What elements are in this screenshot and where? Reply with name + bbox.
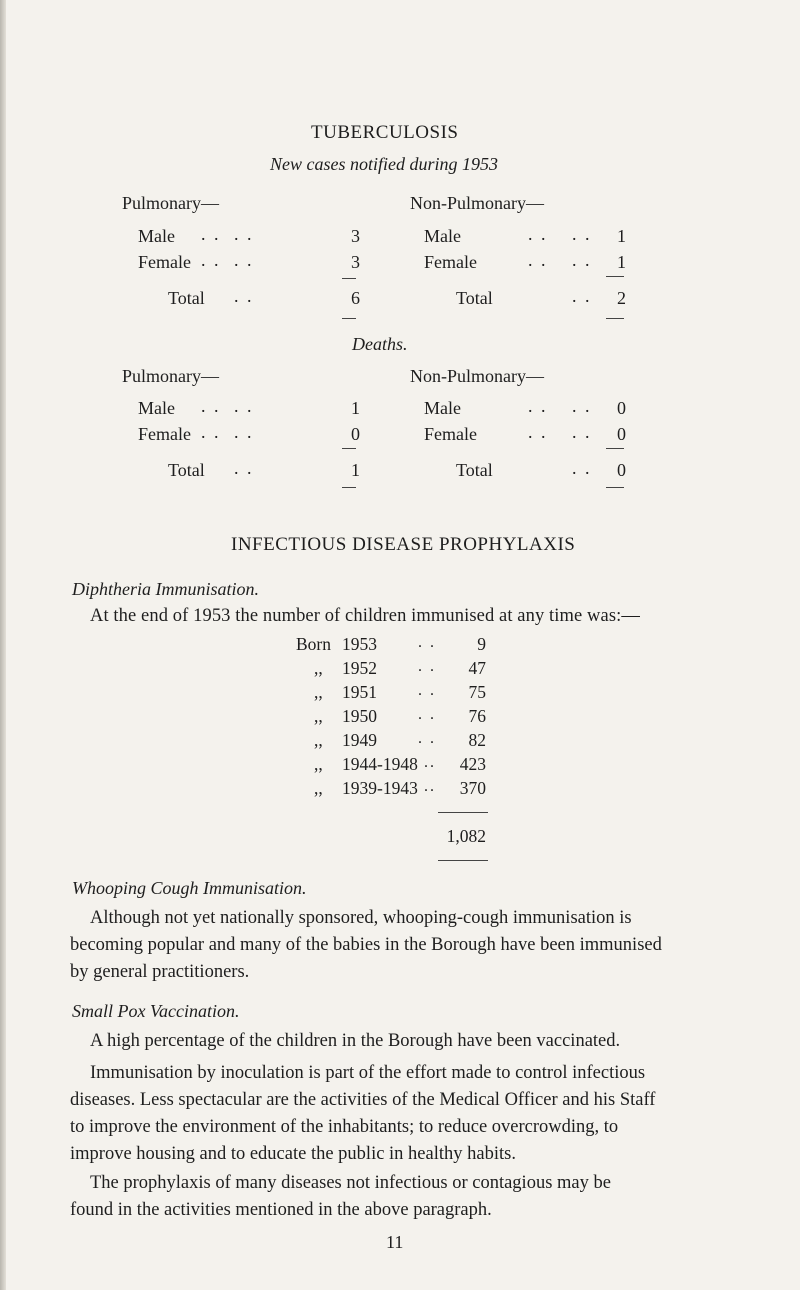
deaths-pulmonary-male-value: 1 [351,398,360,418]
cases-pulmonary-total-value: 6 [351,288,360,308]
smallpox-line: found in the activities mentioned in the above paragraph. [70,1200,492,1220]
rule [342,448,356,449]
leader-dots: . . [234,224,254,244]
rule [342,278,356,279]
diphtheria-row [0,634,800,658]
leader-dots: . . [234,422,254,442]
deaths-pulmonary-total-value: 1 [351,460,360,480]
cases-nonpulmonary-total-label: Total [456,288,493,308]
prophylaxis-title: INFECTIOUS DISEASE PROPHYLAXIS [231,534,576,555]
smallpox-para2 [70,1060,730,1168]
row-year: 1952 [342,658,377,678]
leader-dots: . . [418,658,436,675]
cases-nonpulmonary-total-value: 2 [617,288,626,308]
whooping-line: Although not yet nationally sponsored, whooping-cough immunisation is [90,908,632,928]
cases-pulmonary-female-label: Female [138,252,191,272]
leader-dots: . . [572,286,592,306]
cases-pulmonary-heading: Pulmonary— [122,193,219,213]
cases-nonpulmonary-female-label: Female [424,252,477,272]
leader-dots: . . [572,250,592,270]
row-prefix: ,, [314,778,323,798]
leader-dots: . . [234,250,254,270]
leader-dots: . . [572,458,592,478]
row-prefix: ,, [314,706,323,726]
rule [606,487,624,488]
leader-dots: . . [528,224,548,244]
rule [438,860,488,861]
deaths-pulmonary-female-value: 0 [351,424,360,444]
diphtheria-row [0,682,800,706]
row-count: 370 [459,778,486,798]
row-year: 1944-1948 [342,754,418,774]
row-count: 76 [468,706,486,726]
deaths-nonpulmonary-male-value: 0 [617,398,626,418]
leader-dots: . . [418,706,436,723]
diphtheria-row [0,754,800,778]
deaths-pulmonary-female-label: Female [138,424,191,444]
leader-dots: . . [572,396,592,416]
row-prefix: ,, [314,658,323,678]
cases-pulmonary-female-value: 3 [351,252,360,272]
whooping-line: by general practitioners. [70,962,250,982]
smallpox-line: to improve the environment of the inhabitants; to reduce overcrowding, to [70,1117,619,1137]
leader-dots: . . [528,422,548,442]
deaths-nonpulmonary-heading: Non-Pulmonary— [410,366,544,386]
row-count: 82 [468,730,486,750]
leader-dots: . . [418,730,436,747]
leader-dots: . . [234,286,254,306]
rule [606,318,624,319]
rule [438,812,488,813]
cases-pulmonary-total-label: Total [168,288,205,308]
leader-dots: . . [528,250,548,270]
leader-dots: . . [234,396,254,416]
deaths-nonpulmonary-female-value: 0 [617,424,626,444]
leader-dots: . . [418,634,436,651]
leader-dots: . . [201,396,221,416]
whooping-paragraph [70,905,730,986]
row-prefix: Born [296,634,331,654]
cases-nonpulmonary-male-label: Male [424,226,461,246]
tb-title: TUBERCULOSIS [311,122,459,143]
leader-dots: . . [572,224,592,244]
cases-pulmonary-male-value: 3 [351,226,360,246]
row-count: 423 [459,754,486,774]
page-number: 11 [386,1232,404,1252]
leader-dots: . . [234,458,254,478]
leader-dots: . . [201,250,221,270]
cases-nonpulmonary-heading: Non-Pulmonary— [410,193,544,213]
cases-nonpulmonary-male-value: 1 [617,226,626,246]
rule [342,318,356,319]
smallpox-line: diseases. Less spectacular are the activities of the Medical Officer and his Staff [70,1090,656,1110]
deaths-pulmonary-total-label: Total [168,460,205,480]
row-year: 1950 [342,706,377,726]
leader-dots: . . [201,224,221,244]
whooping-line: becoming popular and many of the babies in the Borough have been immunised [70,935,662,955]
cases-pulmonary-male-label: Male [138,226,175,246]
rule [342,487,356,488]
deaths-pulmonary-heading: Pulmonary— [122,366,219,386]
cases-nonpulmonary-female-value: 1 [617,252,626,272]
rule [606,448,624,449]
smallpox-line: improve housing and to educate the public in healthy habits. [70,1144,516,1164]
row-count: 9 [477,634,486,654]
row-prefix: ,, [314,754,323,774]
diphtheria-heading: Diphtheria Immunisation. [72,579,259,599]
row-year: 1953 [342,634,377,654]
diphtheria-row [0,658,800,682]
deaths-nonpulmonary-female-label: Female [424,424,477,444]
tb-subtitle: New cases notified during 1953 [270,154,498,174]
row-year: 1949 [342,730,377,750]
row-count: 75 [468,682,486,702]
deaths-nonpulmonary-total-value: 0 [617,460,626,480]
whooping-heading: Whooping Cough Immunisation. [72,878,307,898]
smallpox-line: Immunisation by inoculation is part of the effort made to control infectious [90,1063,646,1083]
smallpox-heading: Small Pox Vaccination. [72,1001,240,1021]
leader-dots: . . [528,396,548,416]
leader-dots: .. [424,778,436,795]
rule [606,276,624,277]
deaths-nonpulmonary-male-label: Male [424,398,461,418]
leader-dots: .. [424,754,436,771]
row-count: 47 [468,658,486,678]
row-prefix: ,, [314,682,323,702]
deaths-nonpulmonary-total-label: Total [456,460,493,480]
leader-dots: . . [201,422,221,442]
smallpox-para1: A high percentage of the children in the Borough have been vaccinated. [90,1031,621,1051]
leader-dots: . . [572,422,592,442]
row-year: 1939-1943 [342,778,418,798]
diphtheria-row [0,706,800,730]
diphtheria-row [0,778,800,802]
row-year: 1951 [342,682,377,702]
deaths-heading: Deaths. [352,334,408,354]
diphtheria-row [0,730,800,754]
smallpox-para3 [70,1170,730,1224]
deaths-pulmonary-male-label: Male [138,398,175,418]
row-prefix: ,, [314,730,323,750]
diphtheria-intro: At the end of 1953 the number of children immunised at any time was:— [90,606,640,626]
leader-dots: . . [418,682,436,699]
diphtheria-total: 1,082 [446,826,486,846]
smallpox-line: The prophylaxis of many diseases not infectious or contagious may be [90,1173,611,1193]
